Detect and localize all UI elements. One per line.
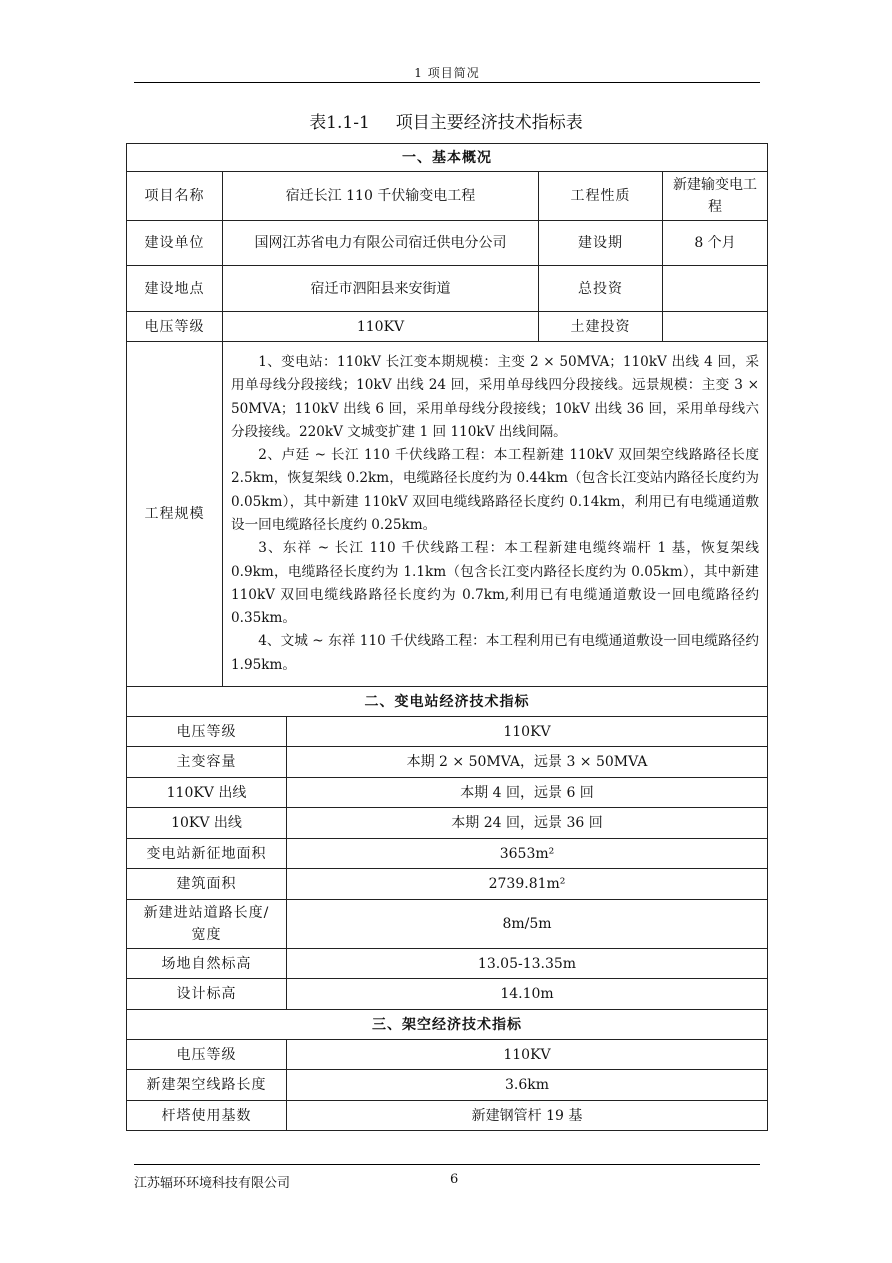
table-row (127, 839, 768, 869)
row-label: 变电站新征地面积 (127, 839, 287, 869)
row-label: 设计标高 (127, 979, 287, 1010)
row-label: 建筑面积 (127, 869, 287, 900)
table-row (127, 979, 768, 1010)
table-row (127, 717, 768, 747)
scale-description (223, 342, 768, 687)
row-label: 主变容量 (127, 747, 287, 778)
row-label: 电压等级 (127, 717, 287, 747)
row-value: 新建钢管杆 19 基 (287, 1101, 768, 1131)
row-label: 场地自然标高 (127, 949, 287, 979)
page-number: 6 (450, 1172, 459, 1187)
row-label: 电压等级 (127, 1040, 287, 1070)
table-row (127, 172, 768, 221)
table-row (127, 949, 768, 979)
row-value (663, 312, 768, 342)
table-row (127, 342, 768, 687)
section-heading-basic: 一、基本概况 (127, 144, 768, 172)
row-value: 本期 4 回，远景 6 回 (287, 778, 768, 808)
row-label: 总投资 (539, 266, 663, 312)
row-label: 电压等级 (127, 312, 223, 342)
row-value: 14.10m (287, 979, 768, 1010)
scale-paragraph: 4、文城 ~ 东祥 110 千伏线路工程：本工程利用已有电缆通道敷设一回电缆路径约 1.95km。 (231, 633, 760, 673)
row-label: 建设单位 (127, 221, 223, 266)
scale-paragraph: 3、东祥 ~ 长江 110 千伏线路工程：本工程新建电缆终端杆 1 基，恢复架线 0.9km，电缆路径长度约为 1.1km（包含长江变内路径长度约为 0.05km），其中新建 110kV 双回电缆线路路径长度约为 0.7km,利用已有电缆通道敷设一回电缆路径约 0.35km。 (231, 540, 760, 627)
section-heading-substation: 二、变电站经济技术指标 (127, 687, 768, 717)
table-title (126, 108, 766, 133)
header-rule (134, 82, 760, 83)
table-row (127, 266, 768, 312)
row-label: 土建投资 (539, 312, 663, 342)
row-value: 宿迁长江 110 千伏输变电工程 (223, 172, 539, 221)
running-head: 1 项目简况 (414, 66, 480, 80)
row-label: 项目名称 (127, 172, 223, 221)
table-row (127, 1040, 768, 1070)
row-value: 国网江苏省电力有限公司宿迁供电分公司 (223, 221, 539, 266)
row-value: 3653m² (287, 839, 768, 869)
row-value: 13.05-13.35m (287, 949, 768, 979)
footer-company: 江苏辐环环境科技有限公司 (134, 1176, 291, 1191)
row-value: 110KV (287, 1040, 768, 1070)
row-label: 110KV 出线 (127, 778, 287, 808)
scale-label: 工程规模 (127, 342, 223, 687)
scale-paragraph: 2、卢廷 ~ 长江 110 千伏线路工程：本工程新建 110kV 双回架空线路路径长度 2.5km，恢复架线 0.2km，电缆路径长度约为 0.44km（包含长江变站内路径长度约为 0.05km），其中新建 110kV 双回电缆线路路径长度约 0.14km，利用已有电缆通道敷设一回电缆路径长度约 0.25km。 (231, 447, 760, 533)
row-label: 建设地点 (127, 266, 223, 312)
scale-paragraph: 1、变电站：110kV 长江变本期规模：主变 2 × 50MVA；110kV 出线 4 回，采用单母线分段接线；10kV 出线 24 回，采用单母线四分段接线。远景规模：主变 3 × 50MVA；110kV 出线 6 回，采用单母线分段接线；10kV 出线 36 回，采用单母线六分段接线。220kV 文城变扩建 1 回 110kV 出线间隔。 (231, 353, 760, 440)
indicator-table (126, 143, 768, 1131)
row-value: 110KV (287, 717, 768, 747)
footer-rule (134, 1164, 760, 1165)
table-row (127, 1101, 768, 1131)
row-value: 3.6km (287, 1070, 768, 1101)
table-number: 表1.1-1 (309, 113, 370, 133)
section-heading-overhead: 三、架空经济技术指标 (127, 1010, 768, 1040)
table-row (127, 312, 768, 342)
table-row (127, 869, 768, 900)
row-value: 宿迁市泗阳县来安街道 (223, 266, 539, 312)
row-label: 工程性质 (539, 172, 663, 221)
row-value: 2739.81m² (287, 869, 768, 900)
table-row (127, 747, 768, 778)
row-label: 新建架空线路长度 (127, 1070, 287, 1101)
table-row (127, 1070, 768, 1101)
row-value: 本期 2 × 50MVA，远景 3 × 50MVA (287, 747, 768, 778)
table-title-text: 项目主要经济技术指标表 (395, 113, 583, 133)
row-label: 建设期 (539, 221, 663, 266)
table-row (127, 221, 768, 266)
row-label: 杆塔使用基数 (127, 1101, 287, 1131)
row-value (663, 266, 768, 312)
row-value: 本期 24 回，远景 36 回 (287, 808, 768, 839)
table-row (127, 900, 768, 949)
table-row (127, 808, 768, 839)
table-row (127, 778, 768, 808)
row-label: 新建进站道路长度/宽度 (127, 900, 287, 949)
row-value: 8m/5m (287, 900, 768, 949)
row-value: 110KV (223, 312, 539, 342)
row-value: 8 个月 (663, 221, 768, 266)
row-value: 新建输变电工程 (663, 172, 768, 221)
row-label: 10KV 出线 (127, 808, 287, 839)
